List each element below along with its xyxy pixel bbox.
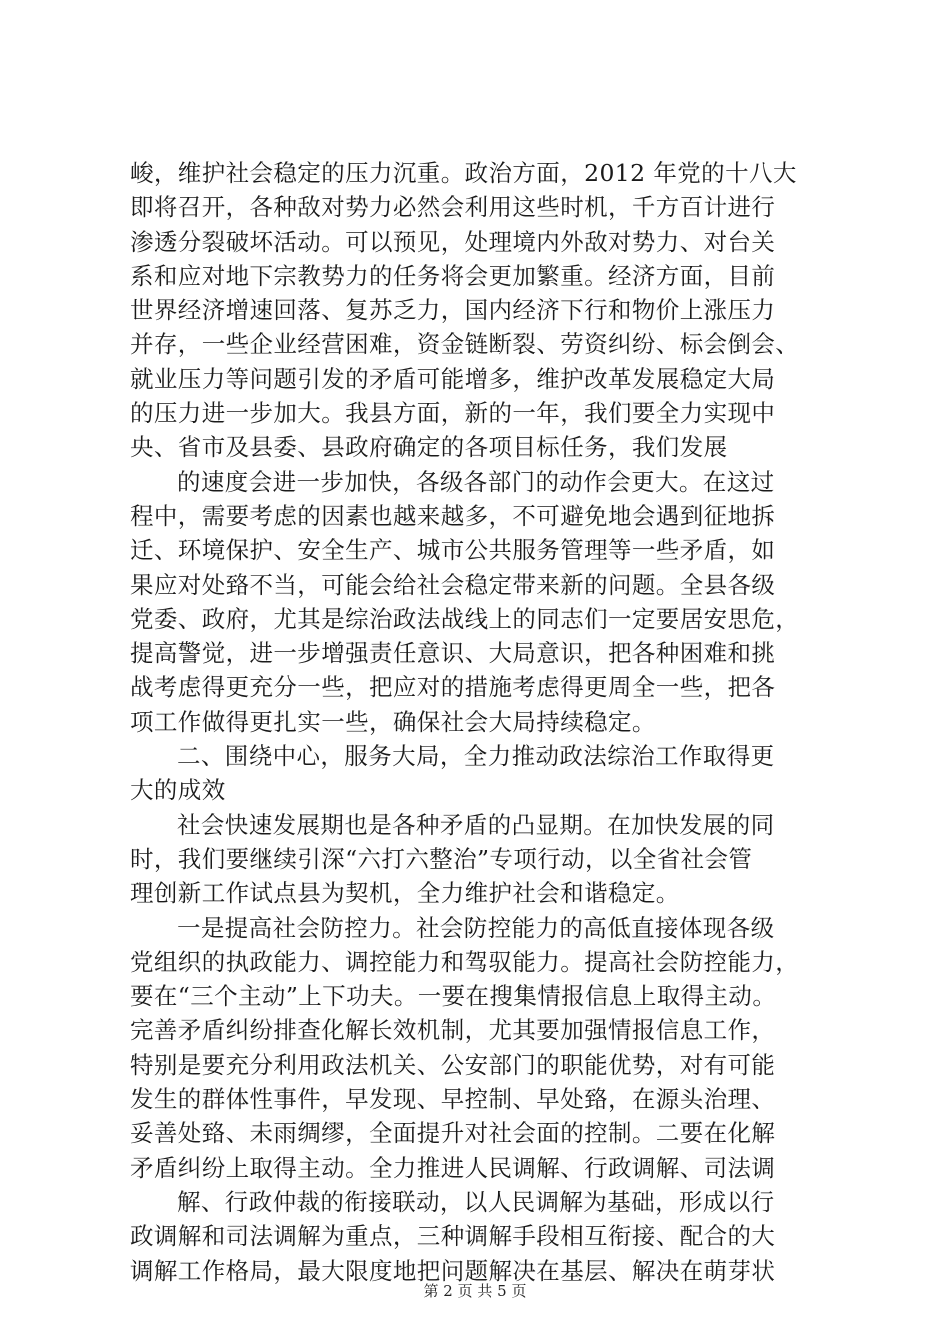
text-line: 迁、环境保护、安全生产、城市公共服务管理等一些矛盾，如 <box>130 536 776 565</box>
text-line: 果应对处臵不当，可能会给社会稳定带来新的问题。全县各级 <box>130 570 776 599</box>
text-line: 系和应对地下宗教势力的任务将会更加繁重。经济方面，目前 <box>130 261 776 290</box>
text-line: 的速度会进一步加快，各级各部门的动作会更大。在这过 <box>177 467 775 496</box>
text-line: 的压力进一步加大。我县方面，新的一年，我们要全力实现中 <box>130 399 776 428</box>
text-line: 理创新工作试点县为契机，全力维护社会和谐稳定。 <box>130 879 680 908</box>
text-line: 特别是要充分利用政法机关、公安部门的职能优势，对有可能 <box>130 1050 776 1079</box>
page-number-footer: 第 2 页 共 5 页 <box>423 1282 527 1300</box>
text-line: 矛盾纠纷上取得主动。全力推进人民调解、行政调解、司法调 <box>130 1153 776 1182</box>
text-line: 一是提高社会防控力。社会防控能力的高低直接体现各级 <box>177 913 775 942</box>
text-line: 完善矛盾纠纷排查化解长效机制，尤其要加强情报信息工作， <box>130 1016 776 1045</box>
text-line: 战考虑得更充分一些，把应对的措施考虑得更周全一些，把各 <box>130 673 776 702</box>
document-body <box>130 156 830 1288</box>
text-line: 政调解和司法调解为重点，三种调解手段相互衔接、配合的大 <box>130 1222 776 1251</box>
text-line: 就业压力等问题引发的矛盾可能增多，维护改革发展稳定大局 <box>130 364 776 393</box>
section-heading: 二、围绕中心，服务大局，全力推动政法综治工作取得更 <box>177 742 775 771</box>
text-line: 要在“三个主动”上下功夫。一要在搜集情报信息上取得主动。 <box>130 982 777 1011</box>
text-line: 即将召开，各种敌对势力必然会利用这些时机，千方百计进行 <box>130 193 776 222</box>
text-line: 世界经济增速回落、复苏乏力，国内经济下行和物价上涨压力 <box>130 296 776 325</box>
text-line: 提高警觉，进一步增强责任意识、大局意识，把各种困难和挑 <box>130 639 776 668</box>
text-line: 央、省市及县委、县政府确定的各项目标任务，我们发展 <box>130 433 728 462</box>
text-line: 渗透分裂破坏活动。可以预见，处理境内外敌对势力、对台关 <box>130 227 776 256</box>
text-line: 程中，需要考虑的因素也越来越多，不可避免地会遇到征地拆 <box>130 501 776 530</box>
text-line: 党组织的执政能力、调控能力和驾驭能力。提高社会防控能力， <box>130 947 800 976</box>
text-line: 并存，一些企业经营困难，资金链断裂、劳资纠纷、标会倒会、 <box>130 330 800 359</box>
text-line: 调解工作格局，最大限度地把问题解决在基层、解决在萌芽状 <box>130 1256 776 1285</box>
text-line: 解、行政仲裁的衔接联动，以人民调解为基础，形成以行 <box>177 1187 775 1216</box>
text-line: 时，我们要继续引深“六打六整治”专项行动，以全省社会管 <box>130 844 753 873</box>
text-line: 社会快速发展期也是各种矛盾的凸显期。在加快发展的同 <box>177 810 775 839</box>
text-line: 峻，维护社会稳定的压力沉重。政治方面，2012 年党的十八大 <box>130 159 797 187</box>
text-line: 发生的群体性事件，早发现、早控制、早处臵，在源头治理、 <box>130 1085 776 1114</box>
section-heading: 大的成效 <box>130 776 226 805</box>
text-line: 党委、政府，尤其是综治政法战线上的同志们一定要居安思危， <box>130 604 800 633</box>
text-line: 项工作做得更扎实一些，确保社会大局持续稳定。 <box>130 707 656 736</box>
text-line: 妥善处臵、未雨绸缪，全面提升对社会面的控制。二要在化解 <box>130 1119 776 1148</box>
